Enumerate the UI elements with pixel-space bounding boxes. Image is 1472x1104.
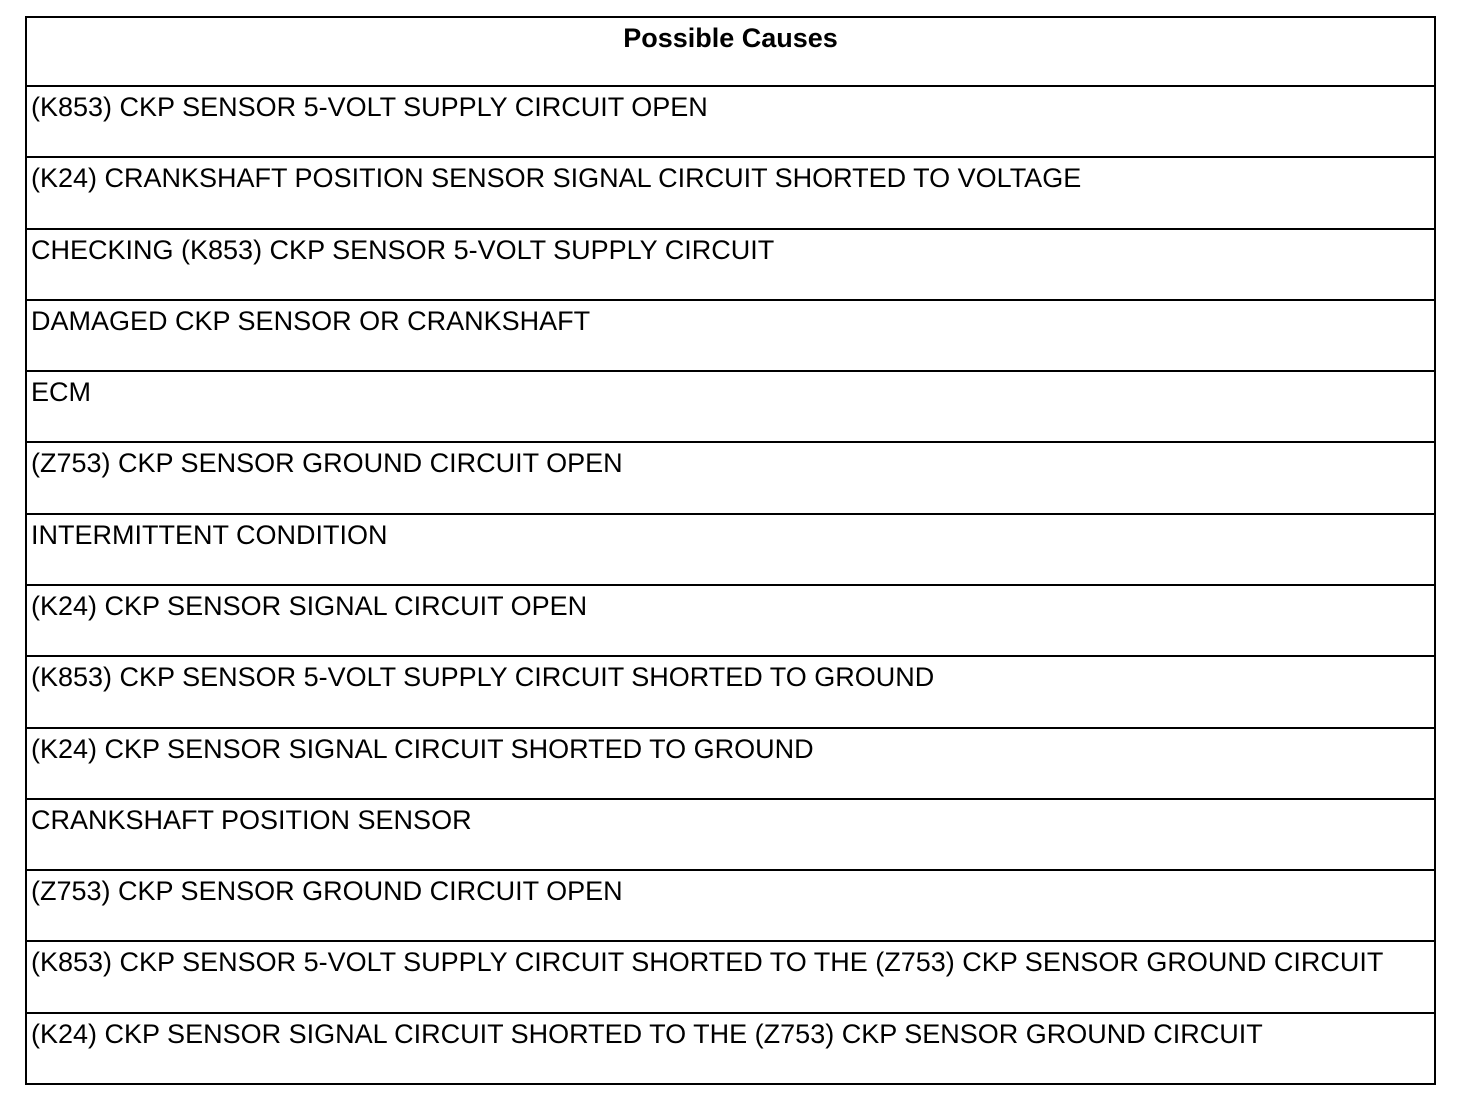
cause-cell: (Z753) CKP SENSOR GROUND CIRCUIT OPEN bbox=[26, 442, 1435, 513]
cause-cell: CRANKSHAFT POSITION SENSOR bbox=[26, 799, 1435, 870]
cause-cell: (K24) CKP SENSOR SIGNAL CIRCUIT SHORTED TO THE (Z753) CKP SENSOR GROUND CIRCUIT bbox=[26, 1013, 1435, 1084]
table-row bbox=[26, 1013, 1435, 1084]
table-row bbox=[26, 300, 1435, 371]
possible-causes-table bbox=[25, 16, 1436, 1085]
header-row bbox=[26, 17, 1435, 86]
table-row bbox=[26, 656, 1435, 727]
column-header-possible-causes: Possible Causes bbox=[26, 17, 1435, 86]
cause-cell: (K24) CKP SENSOR SIGNAL CIRCUIT OPEN bbox=[26, 585, 1435, 656]
cause-cell: (K853) CKP SENSOR 5-VOLT SUPPLY CIRCUIT SHORTED TO THE (Z753) CKP SENSOR GROUND CIRCUIT bbox=[26, 941, 1435, 1012]
table-head bbox=[26, 17, 1435, 86]
table-row bbox=[26, 371, 1435, 442]
cause-cell: CHECKING (K853) CKP SENSOR 5-VOLT SUPPLY CIRCUIT bbox=[26, 229, 1435, 300]
cause-cell: (K853) CKP SENSOR 5-VOLT SUPPLY CIRCUIT SHORTED TO GROUND bbox=[26, 656, 1435, 727]
cause-cell: ECM bbox=[26, 371, 1435, 442]
table-row bbox=[26, 870, 1435, 941]
table-row bbox=[26, 86, 1435, 157]
cause-cell: DAMAGED CKP SENSOR OR CRANKSHAFT bbox=[26, 300, 1435, 371]
table-row bbox=[26, 728, 1435, 799]
table-row bbox=[26, 941, 1435, 1012]
cause-cell: INTERMITTENT CONDITION bbox=[26, 514, 1435, 585]
table-body bbox=[26, 86, 1435, 1084]
table-row bbox=[26, 514, 1435, 585]
cause-cell: (Z753) CKP SENSOR GROUND CIRCUIT OPEN bbox=[26, 870, 1435, 941]
cause-cell: (K24) CRANKSHAFT POSITION SENSOR SIGNAL CIRCUIT SHORTED TO VOLTAGE bbox=[26, 157, 1435, 228]
table-row bbox=[26, 157, 1435, 228]
table-row bbox=[26, 442, 1435, 513]
table-row bbox=[26, 229, 1435, 300]
cause-cell: (K853) CKP SENSOR 5-VOLT SUPPLY CIRCUIT OPEN bbox=[26, 86, 1435, 157]
table-row bbox=[26, 585, 1435, 656]
table-row bbox=[26, 799, 1435, 870]
cause-cell: (K24) CKP SENSOR SIGNAL CIRCUIT SHORTED TO GROUND bbox=[26, 728, 1435, 799]
